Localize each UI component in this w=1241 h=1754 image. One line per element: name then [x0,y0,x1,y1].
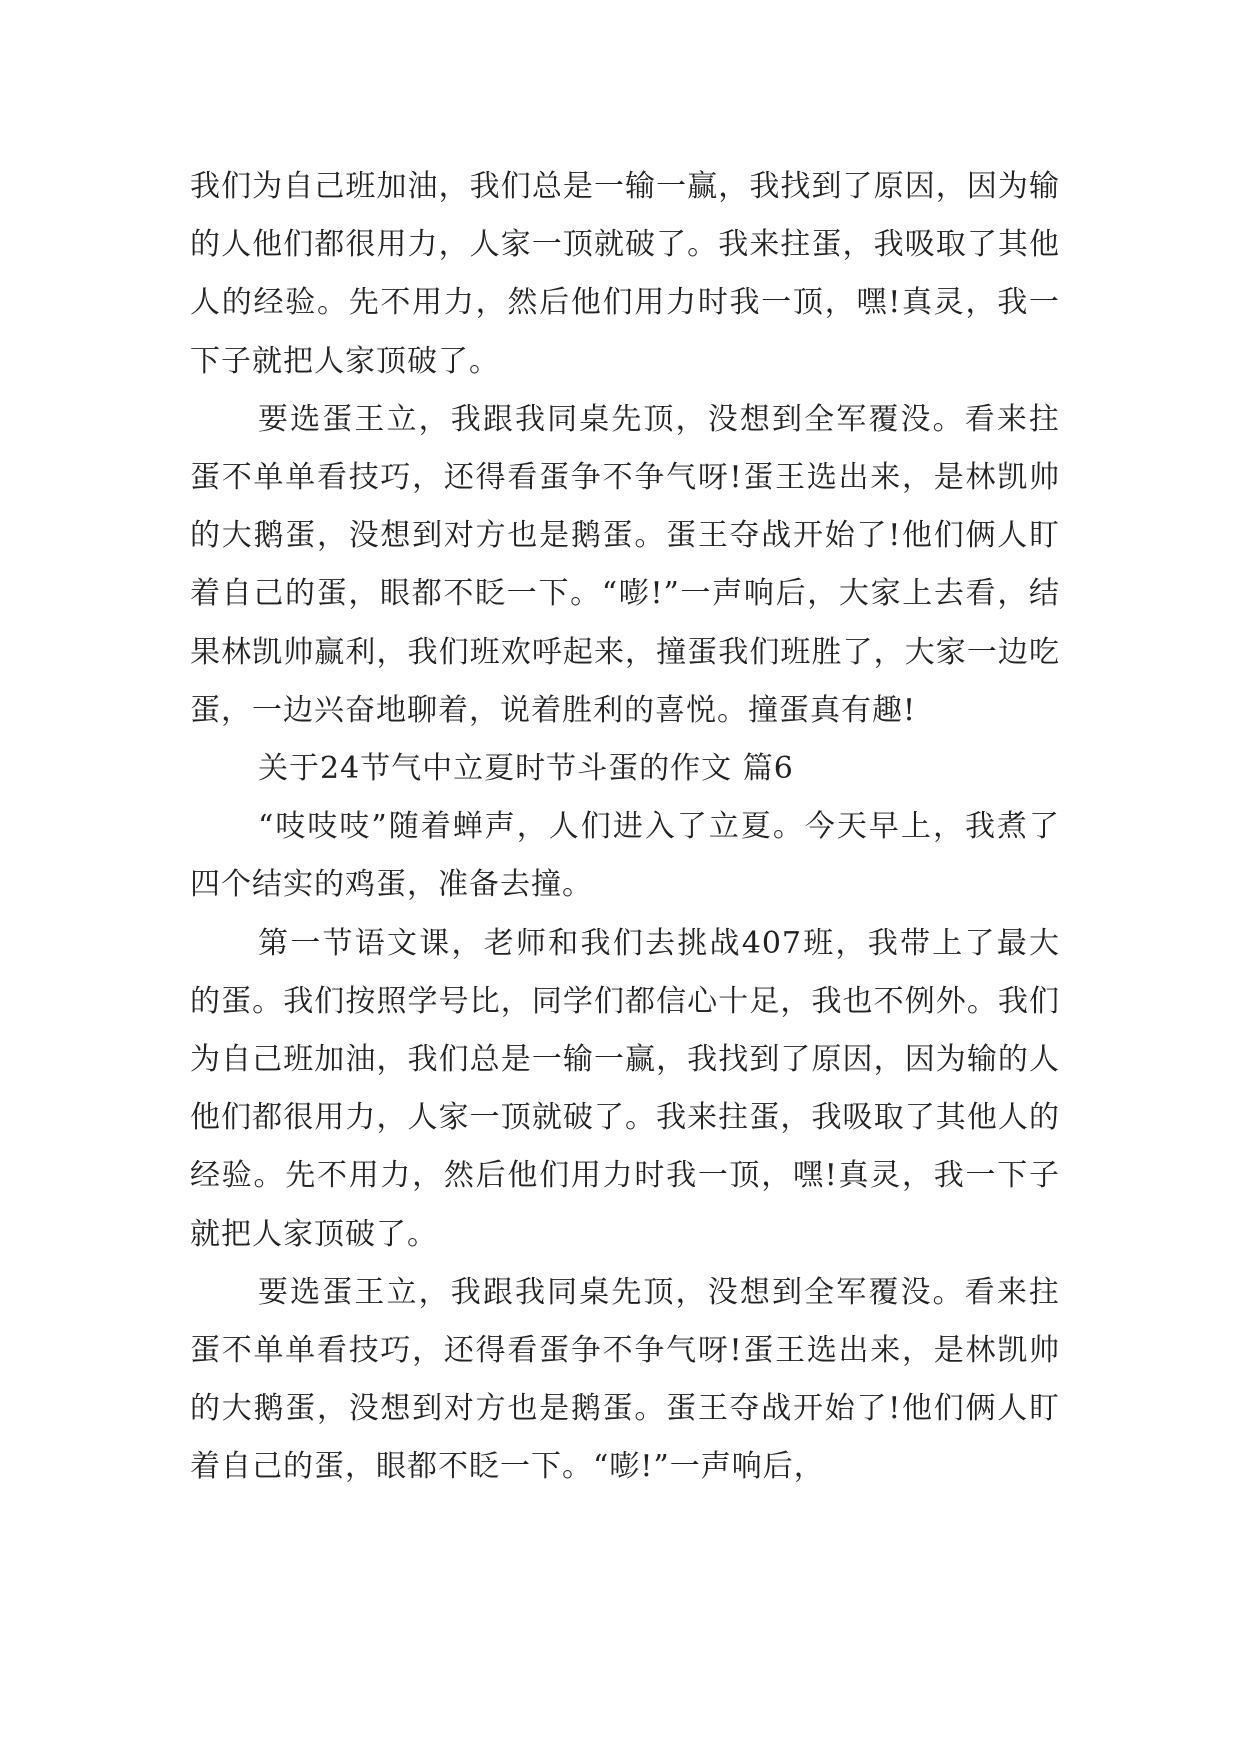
paragraph-5: 要选蛋王立，我跟我同桌先顶，没想到全军覆没。看来拄蛋不单单看技巧，还得看蛋争不争气呀!蛋王选出来，是林凯帅的大鹅蛋，没想到对方也是鹅蛋。蛋王夺战开始了!他们俩人盯着自己的蛋，眼都不眨一下。“嘭!”一声响后， [190,1274,1060,1485]
section-heading: 关于24节气中立夏时节斗蛋的作文 篇6 [258,751,794,787]
paragraph-1: 我们为自己班加油，我们总是一输一赢，我找到了原因，因为输的人他们都很用力，人家一顶就破了。我来拄蛋，我吸取了其他人的经验。先不用力，然后他们用力时我一顶，嘿!真灵，我一下子就把人家顶破了。 [190,169,1060,379]
paragraph-3: “吱吱吱”随着蝉声，人们进入了立夏。今天早上，我煮了四个结实的鸡蛋，准备去撞。 [190,809,1060,903]
paragraph-2: 要选蛋王立，我跟我同桌先顶，没想到全军覆没。看来拄蛋不单单看技巧，还得看蛋争不争气呀!蛋王选出来，是林凯帅的大鹅蛋，没想到对方也是鹅蛋。蛋王夺战开始了!他们俩人盯着自己的蛋，眼都不眨一下。“嘭!”一声响后，大家上去看，结果林凯帅赢利，我们班欢呼起来，撞蛋我们班胜了，大家一边吃蛋，一边兴奋地聊着，说着胜利的喜悦。撞蛋真有趣! [190,401,1060,728]
document-body [190,158,1060,1497]
paragraph-4: 第一节语文课，老师和我们去挑战407班，我带上了最大的蛋。我们按照学号比，同学们都信心十足，我也不例外。我们为自己班加油，我们总是一输一赢，我找到了原因，因为输的人他们都很用力，人家一顶就破了。我来拄蛋，我吸取了其他人的经验。先不用力，然后他们用力时我一顶，嘿!真灵，我一下子就把人家顶破了。 [190,925,1060,1252]
